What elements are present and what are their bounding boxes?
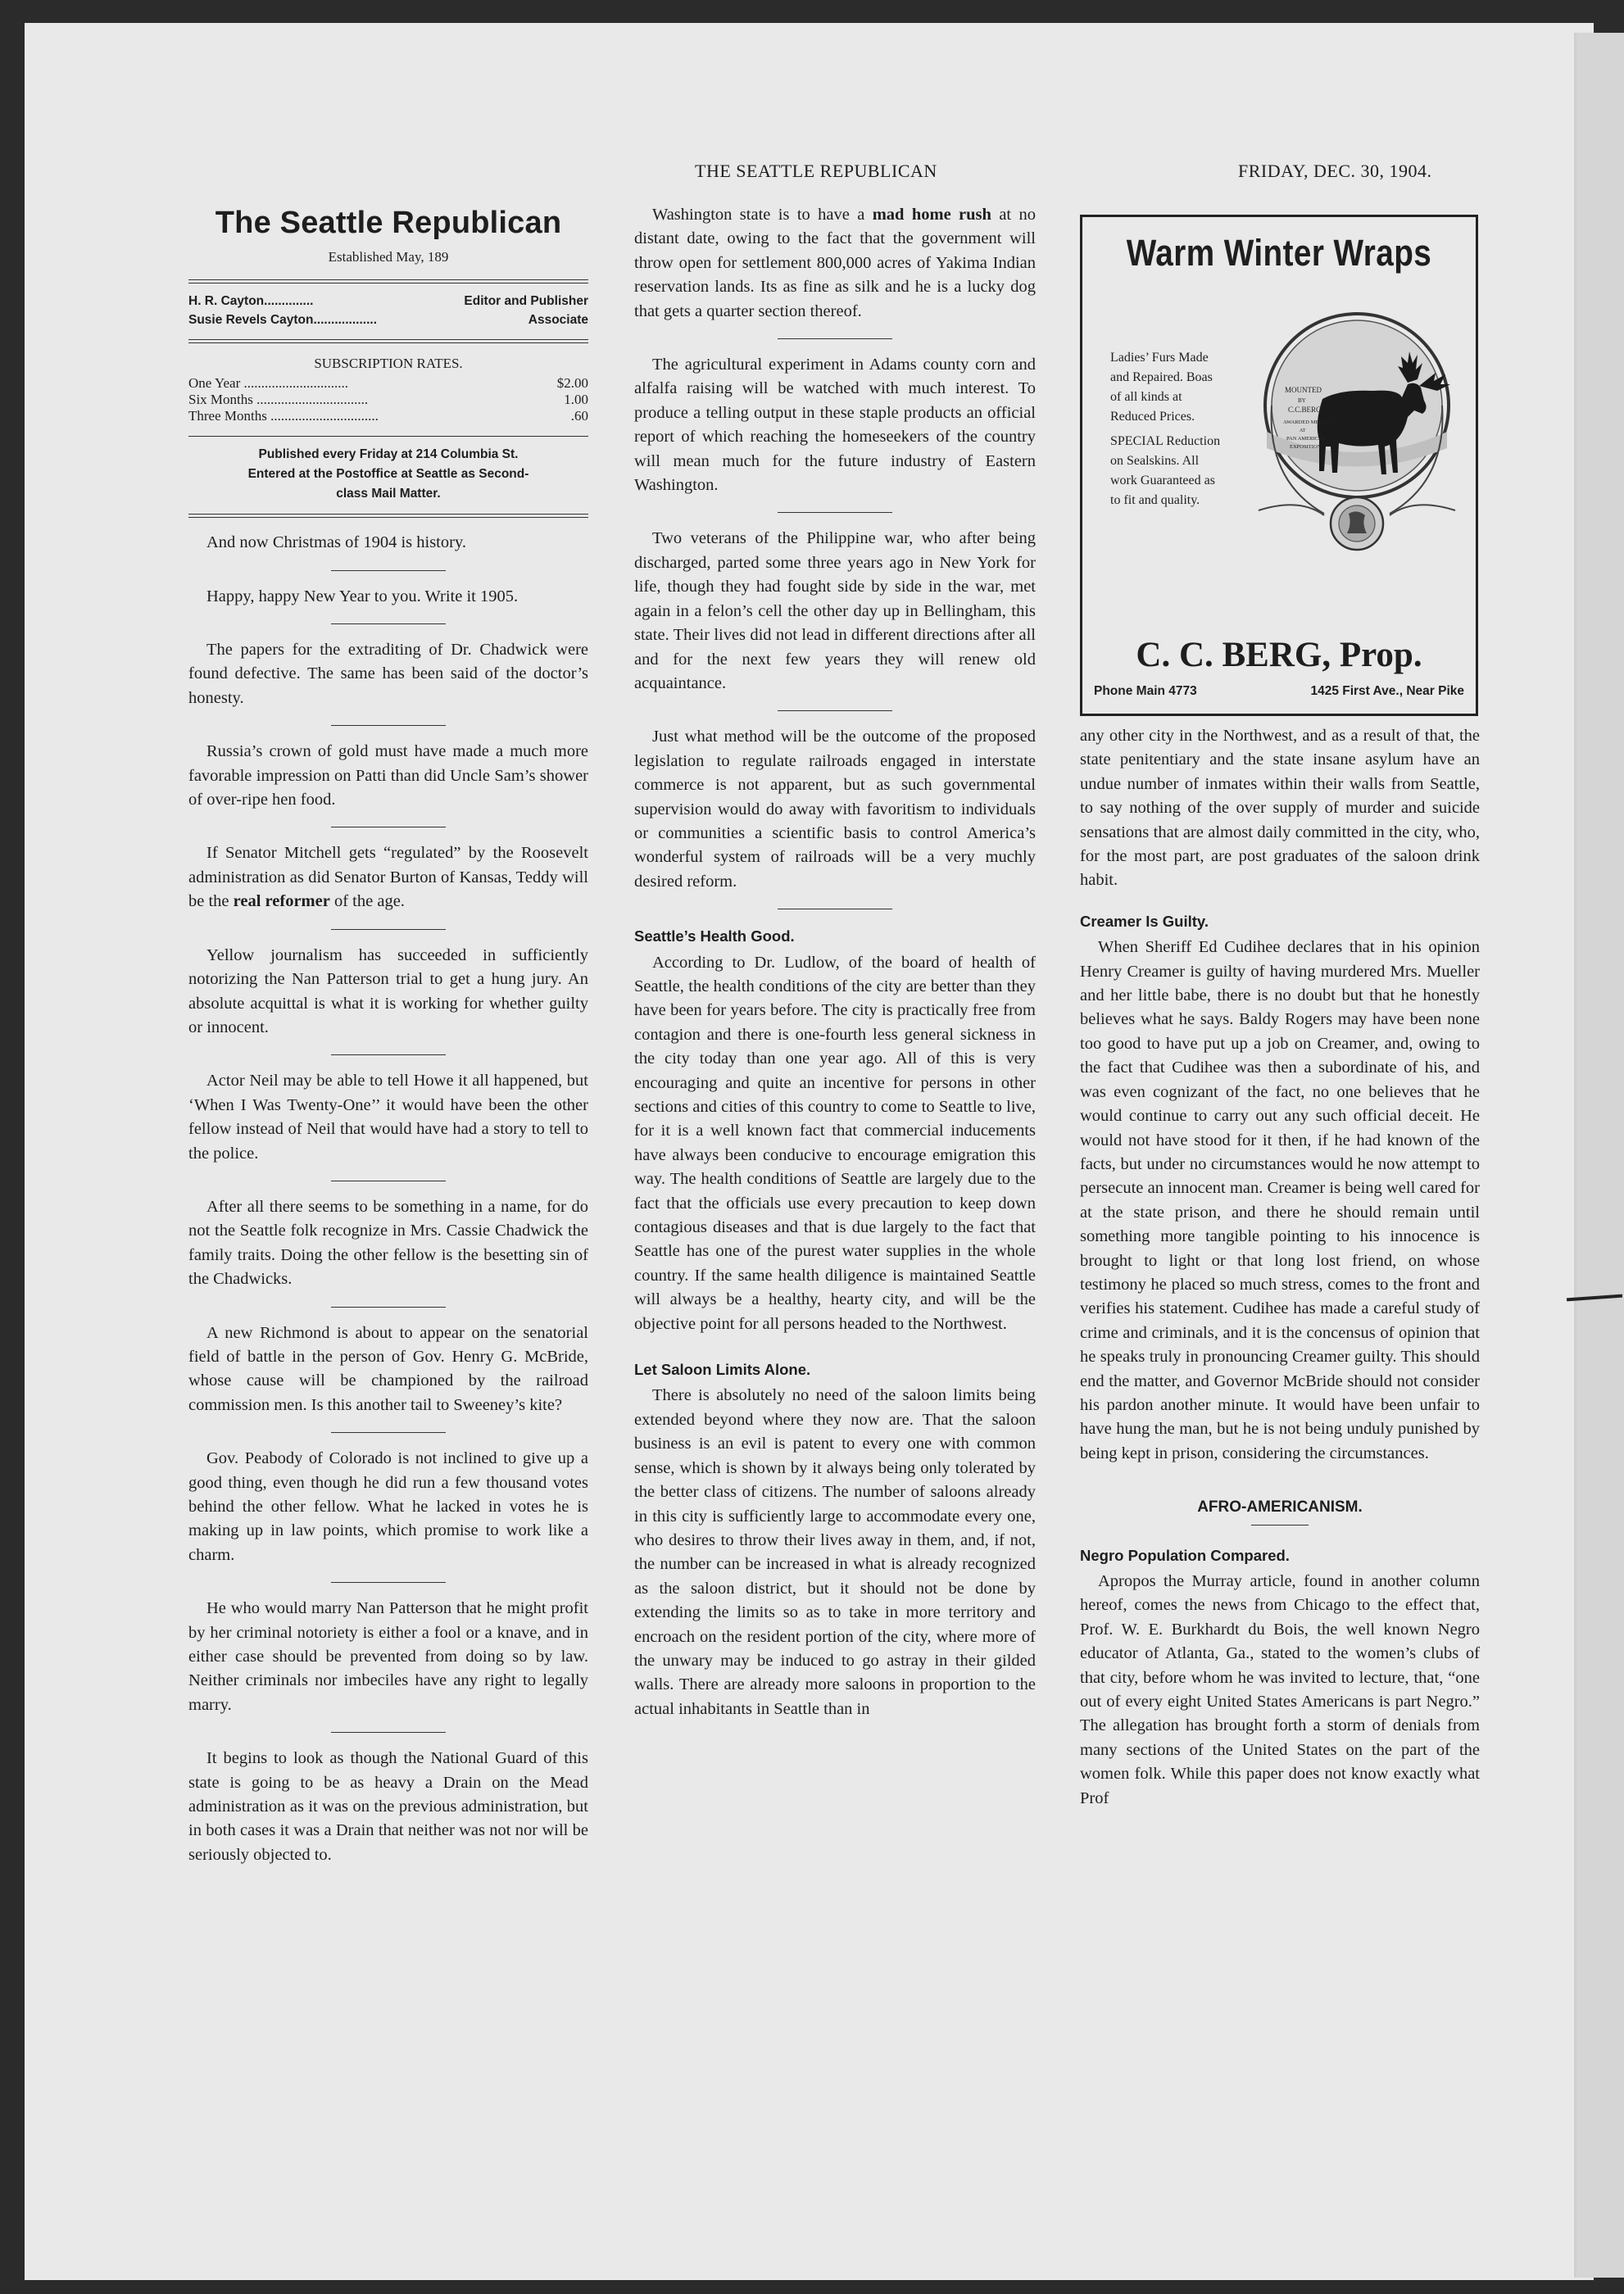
- paragraph: Gov. Peabody of Colorado is not inclined to give up a good thing, even though he did run a few thousand votes behind the other fellow. What he lacked in votes he is making up in law points, which promise to work like a charm.: [188, 1449, 588, 1564]
- running-head-title: THE SEATTLE REPUBLICAN: [695, 161, 937, 181]
- paragraph: Yellow journalism has succeeded in sufficiently notorizing the Nan Patterson trial to get a hung jury. An absolute acquittal is what it is working for whether guilty or innocent.: [188, 945, 588, 1036]
- article-heading: Creamer Is Guilty.: [1080, 912, 1209, 930]
- publication-line: Published every Friday at 214 Columbia St.: [258, 447, 519, 462]
- ad-copy: Ladies’ Furs Made and Repaired. Boas of all kinds at Reduced Prices. SPECIAL Reduction on Sealskins. All work Guaranteed as to fit and quality.: [1110, 351, 1221, 507]
- rate-row: Three Months ............................... .60: [188, 408, 588, 424]
- paragraph: Washington state is to have a mad home rush at no distant date, owing to the fact that the government will throw open for settlement 800,000 acres of Yakima Indian reservation lands. Its as fine as silk and he is a lucky dog that gets a quarter section thereof.: [634, 206, 1037, 320]
- separator: [778, 512, 892, 513]
- rule: [188, 279, 588, 283]
- article-heading: Negro Population Compared.: [1080, 1546, 1290, 1564]
- fur-advertisement: [1080, 215, 1478, 716]
- rate-row: One Year .............................. $2.00: [188, 375, 588, 392]
- column-2: [634, 203, 1036, 1721]
- subscription-heading: SUBSCRIPTION RATES.: [314, 355, 463, 371]
- paragraph: When Sheriff Ed Cudihee declares that in his opinion Henry Creamer is guilty of having murdered Mrs. Mueller and her little babe, there is no doubt but that he honestly believes what he says. Baldy Rogers may have been none too good to have put up a job on Creamer, and, owing to the fact that Cudihee was then a subordinate of his, and was even cognizant of the fact, no one believes that he would continue to carry out any such official deceit. He would not have stood for it then, if he had known of the facts, but under no circumstances would he now attempt to persecute an innocent man. Creamer is being well cared for at the state prison, and there he should remain until something more tangible pointing to his innocence is brought to light or that long lost friend, on whose testimony he placed so much stress, comes to the front and verifies his statement. Cudihee has made a careful study of crime and criminals, and it is the concensus of opinion that he speaks truly in pronouncing Creamer guilty. This should end the matter, and Governor McBride should not consider his pardon another minute. It would have been unfair to have hung the man, but he is not being unduly punished by being kept in prison, considering the circumstances.: [1080, 938, 1480, 1462]
- staff-line-1: H. R. Cayton.............. Editor and Publisher: [188, 293, 588, 308]
- separator: [331, 1054, 446, 1055]
- separator: [331, 1582, 446, 1583]
- separator: [778, 338, 892, 339]
- paragraph: A new Richmond is about to appear on the senatorial field of battle in the person of Gov. Henry G. McBride, whose cause will be championed by the railroad commission men. Is this another tail to Sweeney’s kite?: [188, 1323, 588, 1414]
- ad-proprietor: C. C. BERG, Prop.: [1136, 636, 1422, 674]
- rate-row: Six Months ................................ 1.00: [188, 392, 588, 408]
- separator: [331, 1307, 446, 1308]
- column-1: [188, 205, 588, 1867]
- paragraph: According to Dr. Ludlow, of the board of health of Seattle, the health conditions of the city are better than they have been for years before. The city is practically free from contagion and there is one-fourth less general sickness in the city today than one year ago. All of this is very encouraging and quite an incentive for persons in other sections and cities of this country to come to Seattle to live, for it is a well known fact that commercial inducements have always been conducive to encourage emigration this way. The health conditions of Seattle are largely due to the fact that the officials use every precaution to keep down contagious diseases and that is due largely to the fact that Seattle has one of the purest water supplies in the whole country. If the same health diligence is maintained Seattle will always be a healthy, hearty city, and will be the objective point for all persons headed to the Northwest.: [634, 953, 1036, 1333]
- separator: [778, 710, 892, 711]
- paragraph: Russia’s crown of gold must have made a much more favorable impression on Patti than did Uncle Sam’s shower of over-ripe hen food.: [188, 742, 588, 809]
- paragraph: If Senator Mitchell gets “regulated” by the Roosevelt administration as did Senator Burton of Kansas, Teddy will be the real reformer of the age.: [188, 844, 588, 911]
- paragraph: He who would marry Nan Patterson that he might profit by her criminal notoriety is either a fool or a knave, and in either case should be prevented from doing so by law. Neither criminals nor imbeciles have any right to legally marry.: [188, 1599, 588, 1714]
- svg-text:MOUNTED: MOUNTED: [1285, 386, 1322, 394]
- separator: [331, 623, 446, 624]
- article-heading: Let Saloon Limits Alone.: [634, 1361, 811, 1379]
- separator: [1251, 1525, 1309, 1526]
- rule: [188, 514, 588, 518]
- paragraph: The papers for the extraditing of Dr. Chadwick were found defective. The same has been said of the doctor’s honesty.: [188, 641, 588, 707]
- page-edge: [1574, 33, 1624, 2278]
- paragraph: After all there seems to be something in a name, for do not the Seattle folk recognize in Mrs. Cassie Chadwick the family traits. Doing the other fellow is the besetting sin of the Chadwicks.: [188, 1197, 588, 1289]
- paragraph: Apropos the Murray article, found in another column hereof, comes the news from Chicago to the effect that, Prof. W. E. Burkhardt du Bois, the well known Negro educator of Atlanta, Ga., stated to the women’s clubs of that city, before whom he was invited to lecture, that, “one out of every eight United States Americans is part Negro.” The allegation has brought forth a storm of denials from many sections of the United States on the part of the women folk. While this paper does not know exactly what Prof: [1080, 1572, 1480, 1807]
- publication-line: class Mail Matter.: [336, 487, 441, 501]
- section-heading: AFRO-AMERICANISM.: [1197, 1498, 1363, 1516]
- paragraph: Two veterans of the Philippine war, who after being discharged, parted some three years ago in New York for life, though they had fought side by side in the war, met again in a felon’s cell the other day up in Bellingham, this state. Their lives did not lead in different directions after all and for the next few years they will renew old acquaintance.: [634, 529, 1036, 692]
- separator: [331, 570, 446, 571]
- svg-text:AWARDED MEDAL: AWARDED MEDAL: [1283, 419, 1330, 425]
- article-heading: Seattle’s Health Good.: [634, 927, 795, 945]
- publication-line: Entered at the Postoffice at Seattle as Second-: [247, 467, 529, 482]
- paragraph: Happy, happy New Year to you. Write it 1905.: [206, 587, 519, 605]
- ad-title: Warm Winter Wraps: [1126, 232, 1432, 274]
- column-3: [1080, 724, 1480, 1811]
- separator: [331, 725, 446, 726]
- paragraph: Just what method will be the outcome of the proposed legislation to regulate railroads engaged in interstate commerce is not apparent, but as such governmental supervision would do away with favoritism to individuals or communities a scientific basis to control America’s wonderful system of railroads will be a very muchly desired reform.: [634, 728, 1036, 891]
- svg-text:PAN AMERICAN: PAN AMERICAN: [1286, 436, 1327, 442]
- rule: [188, 339, 588, 343]
- svg-text:AT: AT: [1300, 428, 1306, 433]
- moose-medallion-illustration: [1234, 309, 1478, 555]
- rule: [188, 436, 588, 437]
- masthead-established: Established May, 189: [328, 249, 449, 265]
- running-head-date: FRIDAY, DEC. 30, 1904.: [1238, 161, 1432, 181]
- paragraph: There is absolutely no need of the saloon limits being extended beyond where they now are. That the saloon business is an evil is patent to every one with common sense, which is shown by it always being only tolerated by the better class of citizens. The number of saloons already in this city is sufficiently large to accommodate every one, who desires to throw their lives away in them, and, if not, the number can be increased in what is already recognized as the saloon district, but it should not be done by extending the limits so as to take in more territory and encroach on the resident portion of the city, where more of the unwary may be induced to go astray in their gilded walls. There are already more saloons in proportion to the actual inhabitants in Seattle than in: [634, 1386, 1036, 1718]
- masthead-title: The Seattle Republican: [215, 206, 562, 240]
- ad-address: 1425 First Ave., Near Pike: [1310, 684, 1464, 698]
- separator: [331, 929, 446, 930]
- ad-phone: Phone Main 4773: [1094, 684, 1197, 698]
- separator: [331, 1732, 446, 1733]
- svg-text:BY: BY: [1298, 397, 1306, 404]
- svg-text:EXPOSITION: EXPOSITION: [1290, 444, 1322, 450]
- svg-text:C.C.BERG: C.C.BERG: [1288, 406, 1322, 414]
- paragraph: Actor Neil may be able to tell Howe it all happened, but ‘When I Was Twenty-One’’ it would have been the other fellow instead of Neil that would have had a story to tell to the police.: [188, 1072, 588, 1163]
- paragraph: And now Christmas of 1904 is history.: [206, 533, 466, 552]
- paragraph: any other city in the Northwest, and as a result of that, the state penitentiary and the state insane asylum have an undue number of inmates within their walls from Seattle, to say nothing of the over supply of murder and suicide sensations that are almost daily committed in the city, who, for the most part, are post graduates of the saloon drink habit.: [1080, 727, 1480, 890]
- paragraph: It begins to look as though the National Guard of this state is going to be as heavy a Drain on the Mead administration as it was on the previous administration, but in both cases it was a Drain that neither was not nor will be seriously objected to.: [188, 1749, 588, 1864]
- paragraph: The agricultural experiment in Adams county corn and alfalfa raising will be watched with much interest. To produce a telling output in these staple products an official report of which reaching the homeseekers of the country will mean much for the future industry of Eastern Washington.: [634, 356, 1036, 495]
- staff-line-2: Susie Revels Cayton.................. Associate: [188, 312, 588, 327]
- separator: [331, 1432, 446, 1433]
